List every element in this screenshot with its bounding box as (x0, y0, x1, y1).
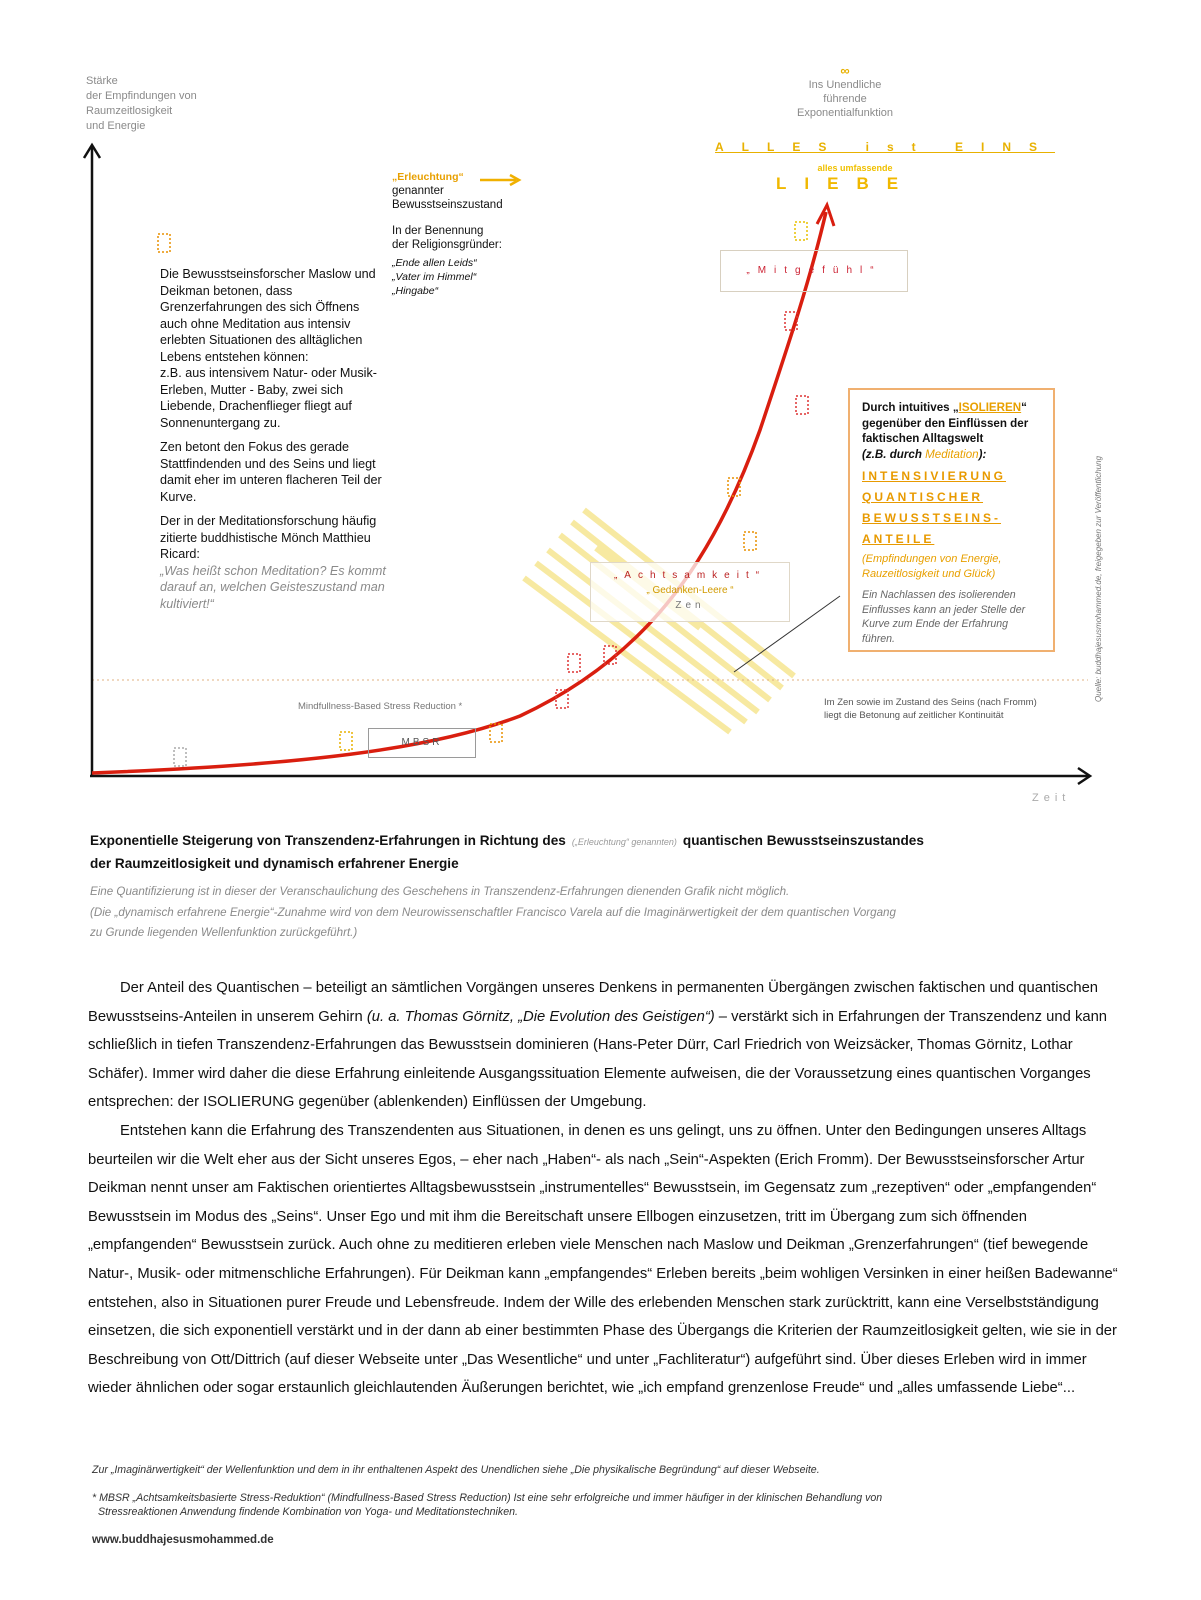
subcaption-line: zu Grunde liegenden Wellenfunktion zurückgeführt.) (90, 926, 358, 939)
source-note: Quelle: buddhajesusmohammed.de, freigegeben zur Veröffentlichung (1094, 455, 1103, 702)
iso-word: ISOLIEREN (958, 401, 1022, 414)
religionsgruender-line-2: der Religionsgründer: (392, 239, 502, 251)
achtsamkeit-box (590, 562, 790, 622)
footnote-line: * MBSR „Achtsamkeitsbasierte Stress-Reduktion“ (Mindfullness-Based Stress Reduction) Ist eine sehr erfolgreiche und immer häufiger in der klinischen Behandlung von (92, 1492, 883, 1504)
zen-label: Zen (675, 600, 705, 611)
zen-note-line: Im Zen sowie im Zustand des Seins (nach Fromm) (824, 697, 1037, 708)
x-axis-label: Zeit (1032, 792, 1071, 804)
subcaption-line: (Die „dynamisch erfahrene Energie“-Zunahme wird von dem Neurowissenschaftler Francisco Varela auf die Imaginärwertigkeit der dem quantischen Vorgang (90, 905, 896, 919)
mitgefuehl-box: „Mitgefühl“ (720, 250, 908, 292)
liebe-heading: LIEBE (776, 174, 917, 193)
mbsr-box: MBSR (368, 728, 476, 758)
marker-square (340, 732, 352, 750)
iso-intens-line: BEWUSSTSEINS- (862, 511, 1002, 525)
gedanken-leere-label: „ Gedanken-Leere “ (646, 585, 734, 596)
marker-square (795, 222, 807, 240)
marker-square (158, 234, 170, 252)
iso-intro (862, 400, 1041, 447)
body-text-span: Entstehen kann die Erfahrung des Transzendenten aus Situationen, in denen es uns gelingt, uns zu öffnen. Unter den Bedingungen unseres Alltags beurteilen wir die Welt eher aus der Sicht unseres Egos, – eher nach „Haben“- als nach „Sein“-Aspekten (Erich Fromm). Der Bewusstseinsforscher Artur Deikman nennt unser am Faktischen orientiertes Alltagsbewusstsein „instrumentelles“ Bewusstsein, im Gegensatz zum „rezeptiven“ oder „empfangenden“ Bewusstsein im Modus des „Seins“. Unser Ego und mit ihm die Bereitschaft unsere Ellbogen einzusetzen, tritt im Übergang zum sich öffnenden „empfangenden“ Bewusstsein zurück. Auch ohne zu meditieren erleben viele Menschen nach Maslow und Deikman „Grenzerfahrungen“ (tief bewegende Natur-, Musik- oder mitmenschliche Erfahrungen). Für Deikman kann „empfangendes“ Erleben bereits „beim wohligen Versinken in einer heißen Badewanne“ entstehen, also in Situationen purer Freude und Lebensfreude. Indem der Wille des erlebenden Menschen stark zurücktritt, kann eine Verselbstständigung einsetzen, die sich exponentiell verstärkt und in der dann ab einer bestimmten Phase des Übergangs die Kriterien der Raumzeitlosigkeit gelten, wie sie in der Beschreibung von Ott/Dittrich (auf dieser Webseite unter „Das Wesentliche“ und unter „Fachliteratur“) aufgeführt sind. Über dieses Erleben wird in immer wieder ähnlichen oder sogar erstaunlich gleichlautenden Äußerungen berichtet, wie „ich empfand grenzenlose Freude“ und „alles umfassende Liebe“... (88, 1122, 1118, 1397)
achtsamkeit-label: „Achtsamkeit“ (613, 570, 767, 581)
caption-text: der Raumzeitlosigkeit und dynamisch erfahrener Energie (90, 856, 459, 871)
genannter-label: genannter (392, 185, 444, 197)
religion-quote: „Hingabe“ (392, 285, 439, 297)
caption-text: Exponentielle Steigerung von Transzendenz-Erfahrungen in Richtung des (90, 833, 566, 848)
infinity-icon: ∞ (840, 63, 850, 78)
footnote-line: Stressreaktionen Anwendung findende Kombination von Yoga- und Meditationstechniken. (98, 1505, 518, 1518)
iso-intens-line: QUANTISCHER (862, 490, 984, 504)
infinity-label-line: Exponentialfunktion (796, 107, 893, 119)
mbsr-label: Mindfullness-Based Stress Reduction * (298, 701, 463, 712)
footnote-imaginaer: Zur „Imaginärwertigkeit“ der Wellenfunktion und dem in ihr enthaltenen Aspekt des Unendlichen siehe „Die physikalische Begründung“ auf dieser Webseite. (92, 1464, 820, 1476)
body-text-span: Der Anteil des Quantischen – beteiligt an sämtlichen Vorgängen unseres Denkens in permanenten Übergängen zwischen faktischen und quantischen Bewusstseins-Anteilen in unserem Gehirn (88, 980, 1099, 1025)
bewusstseinszustand-label: Bewusstseinszustand (392, 199, 503, 211)
marker-square (744, 532, 756, 550)
body-paragraph-1 (88, 974, 1120, 1117)
iso-zb (862, 447, 1041, 463)
body-text-span: – verstärkt sich in Erfahrungen der Transzendenz und kann schließlich in tiefen Transzendenz-Erfahrungen das Bewusstsein dominieren (Hans-Peter Dürr, Carl Friedrich von Weizsäcker, Thomas Görnitz, Lothar Schäfer). Immer wird daher die diese Erfahrung einleitende Ausgangssituation Elemente aufweisen, die der Voraussetzung eines quantischen Vorganges entsprechen: der ISOLIERUNG gegenüber (ablenkenden) Einflüssen der Umgebung. (88, 1008, 1108, 1111)
body-reference: (u. a. Thomas Görnitz, „Die Evolution des Geistigen“) (366, 1008, 715, 1025)
religion-quote: „Ende allen Leids“ (392, 257, 477, 269)
y-axis-label-line: Stärke (86, 75, 118, 87)
zen-note-line: liegt die Betonung auf zeitlicher Kontinuität (824, 710, 1004, 721)
y-axis-label (86, 74, 246, 134)
figure-caption (90, 830, 1090, 875)
iso-intro-text: “ gegenüber den Einflüssen der faktischen Alltagswelt (862, 401, 1029, 445)
marker-square (796, 396, 808, 414)
body-paragraph-2 (88, 1117, 1120, 1403)
website-url: www.buddhajesusmohammed.de (92, 1534, 274, 1546)
zen-paragraph: Zen betont den Fokus des gerade Stattfindenden und des Seins und liegt damit eher im unteren flacheren Teil der Kurve. (160, 440, 382, 504)
y-axis-label-line: und Energie (86, 120, 146, 132)
erleuchtung-label: „Erleuchtung“ (392, 171, 464, 183)
iso-zb-text: (z.B. durch (862, 447, 926, 461)
religion-quotes (392, 256, 542, 298)
religion-quote: „Vater im Himmel“ (392, 271, 477, 283)
iso-intens-line: INTENSIVIERUNG (862, 469, 1007, 483)
caption-small: („Erleuchtung“ genannten) (571, 837, 677, 847)
subcaption-line: Eine Quantifizierung ist in dieser der Veranschaulichung des Geschehens in Transzendenz-Erfahrungen dienenden Grafik nicht möglich. (90, 885, 790, 898)
iso-empfindungen: (Empfindungen von Energie, Rauzeitlosigkeit und Glück) (862, 553, 1002, 580)
ricard-quote: „Was heißt schon Meditation? Es kommt darauf an, welchen Geisteszustand man kultiviert!“ (160, 563, 386, 611)
ricard-paragraph: Der in der Meditationsforschung häufig zitierte buddhistische Mönch Matthieu Ricard: (160, 514, 377, 561)
alles-ist-eins-heading: ALLES ist EINS (715, 140, 1056, 154)
body-text (88, 974, 1120, 1403)
iso-intro-text: Durch intuitives „ (862, 401, 959, 414)
zen-continuity-note (824, 696, 1064, 722)
iso-zb-meditation: Meditation (925, 447, 979, 461)
marker-square (174, 748, 186, 766)
iso-intens (862, 466, 1041, 550)
erleuchtung-note (392, 170, 542, 298)
figure-subcaption (90, 882, 1090, 944)
isolieren-box (848, 388, 1055, 652)
maslow-paragraph: Die Bewusstseinsforscher Maslow und Deikman betonen, dass Grenzerfahrungen des sich Öffnens auch ohne Meditation aus intensiv erlebten Situationen des alltäglichen Lebens entstehen können: (160, 267, 376, 364)
marker-square (568, 654, 580, 672)
infinity-label-line: Ins Unendliche (808, 79, 882, 91)
infinity-label-line: führende (823, 93, 867, 105)
iso-nachlassen: Ein Nachlassen des isolierenden Einflusses kann an jeder Stelle der Kurve zum Ende der Erfahrung führen. (862, 589, 1026, 645)
left-explanation (160, 266, 388, 620)
maslow-examples: z.B. aus intensivem Natur- oder Musik-Erleben, Mutter - Baby, zwei sich Liebende, Drachenflieger fliegt auf Sonnenuntergang zu. (160, 366, 377, 430)
religionsgruender-line-1: In der Benennung (392, 225, 484, 237)
iso-intens-line: ANTEILE (862, 532, 935, 546)
infinity-label (790, 64, 900, 120)
iso-zb-text: ): (978, 447, 987, 461)
y-axis-label-line: Raumzeitlosigkeit (86, 105, 173, 117)
caption-text: quantischen Bewusstseinszustandes (682, 833, 924, 848)
alles-umfassende-label: alles umfassende (817, 163, 893, 173)
y-axis-label-line: der Empfindungen von (86, 90, 197, 102)
footnote-mbsr (92, 1492, 1092, 1519)
